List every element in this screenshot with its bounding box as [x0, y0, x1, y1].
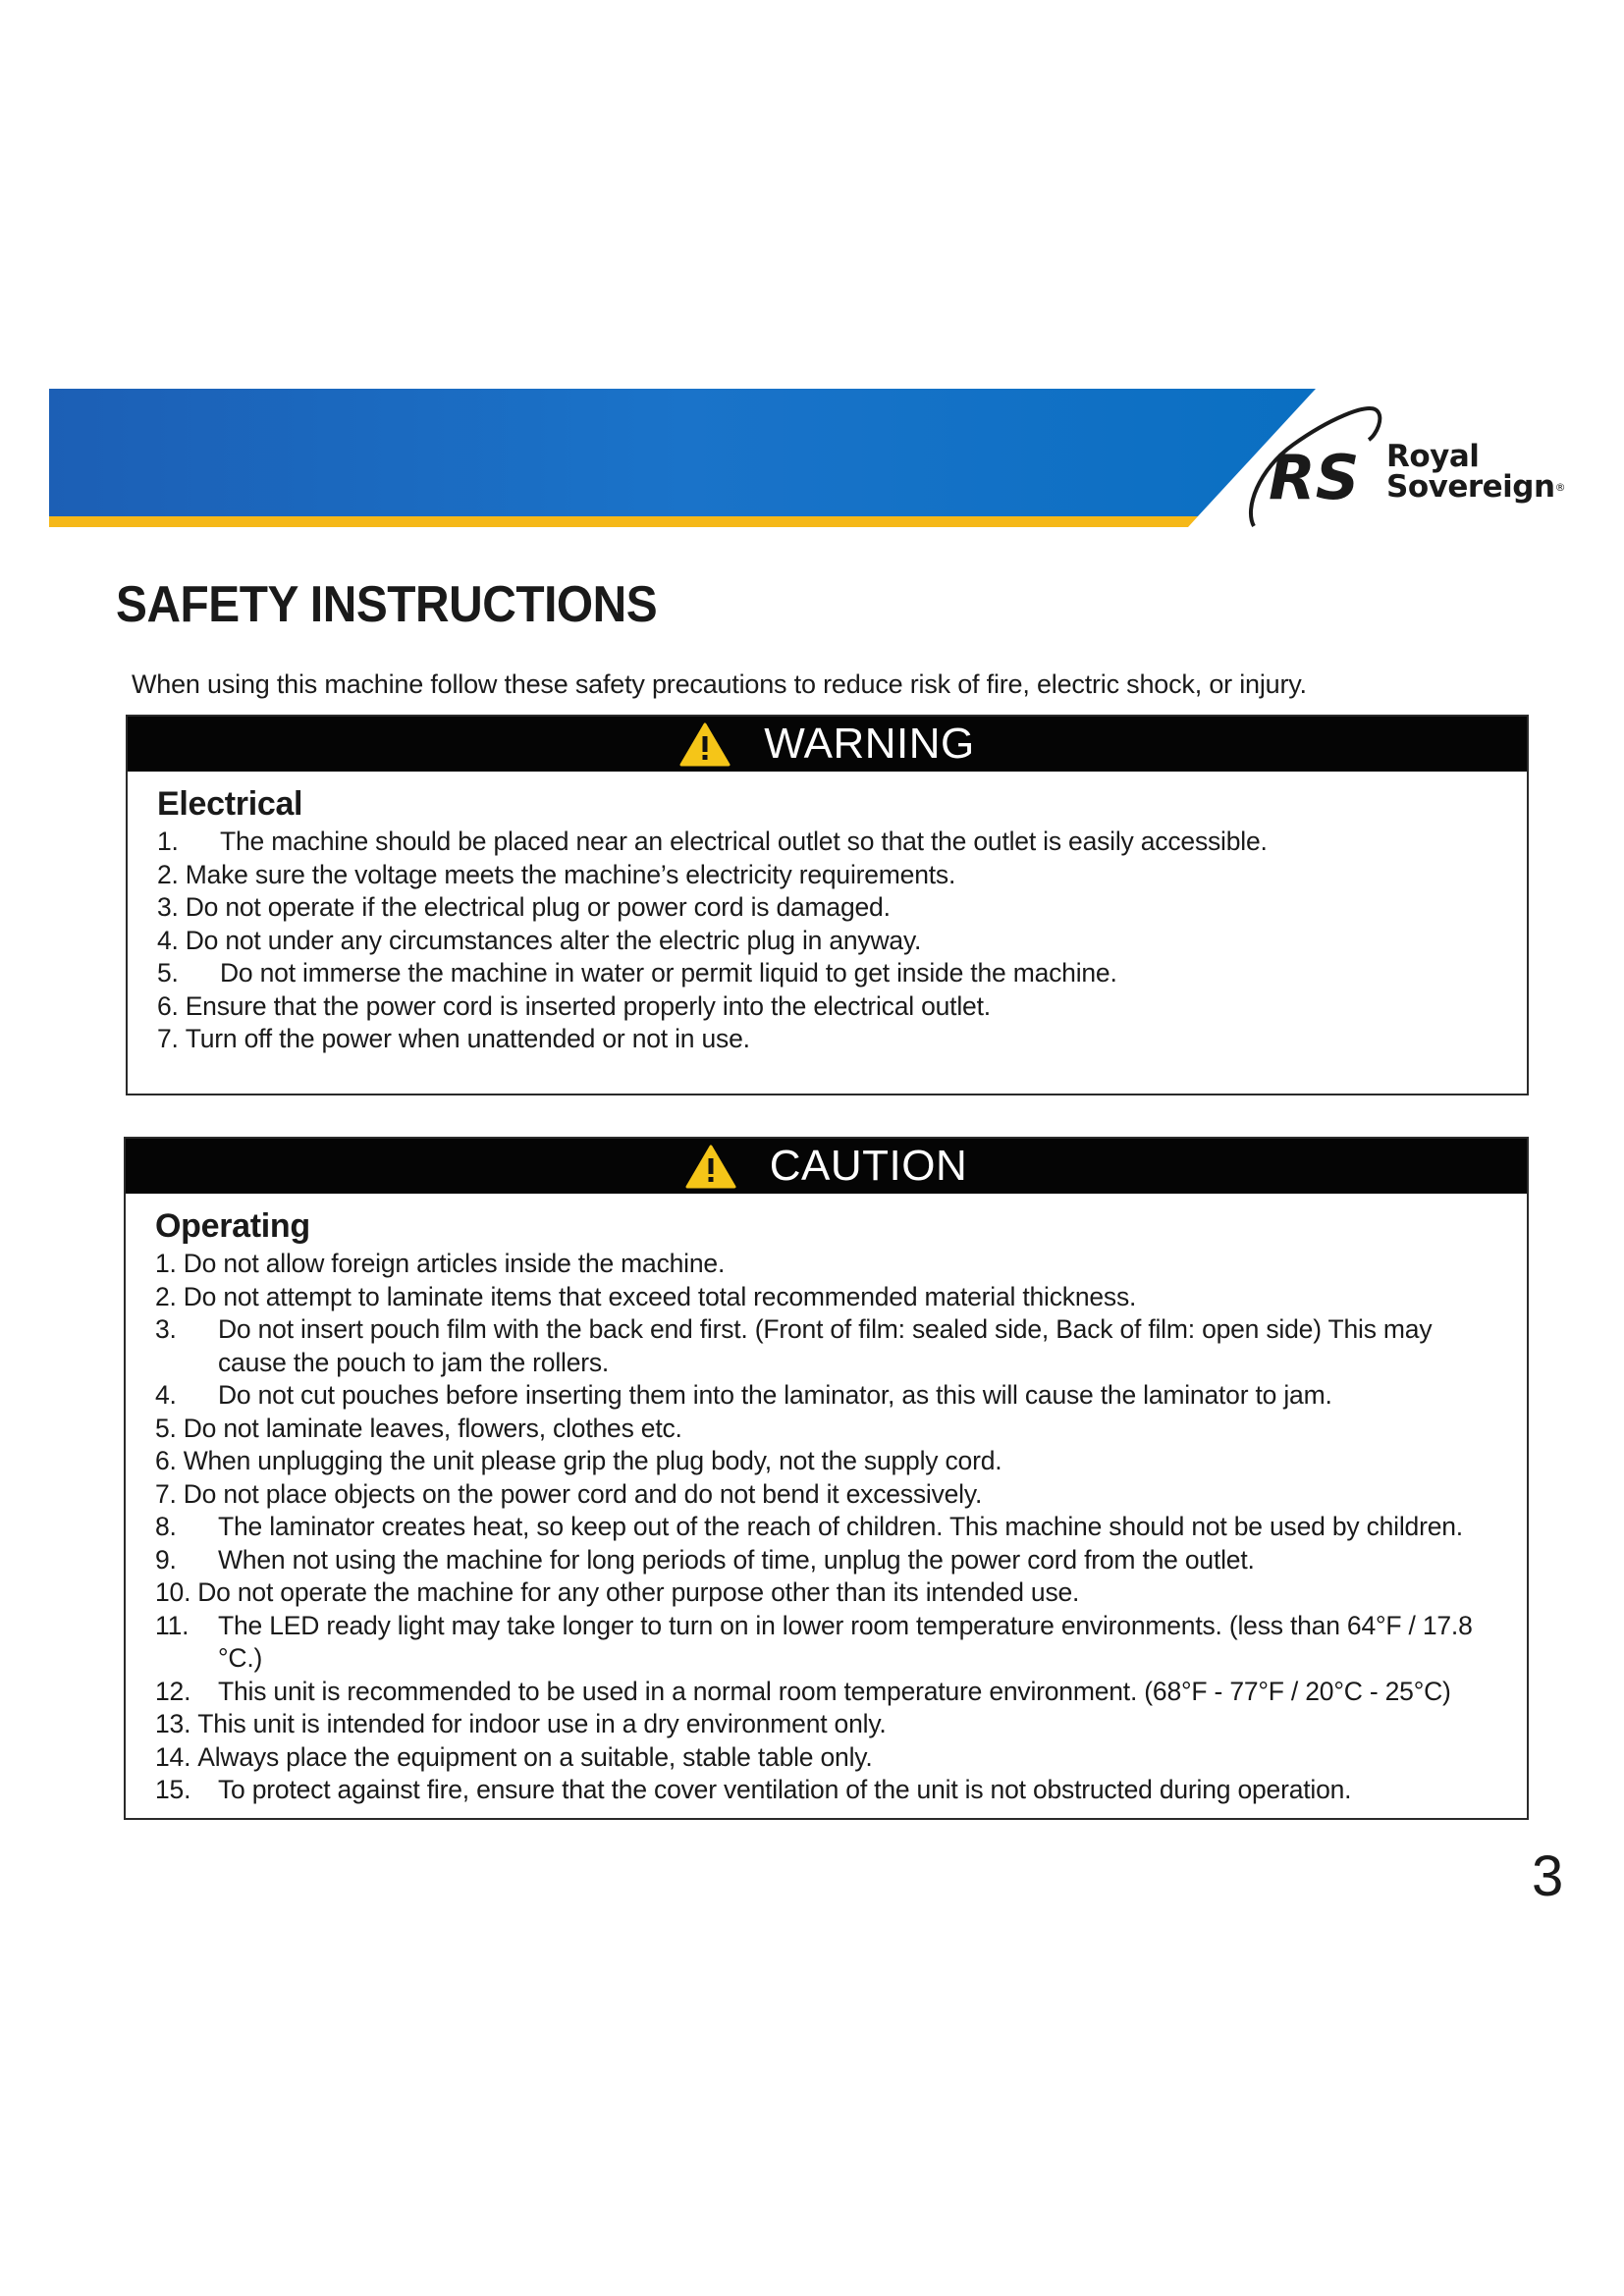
electrical-section-title: Electrical: [157, 785, 303, 823]
item-number: 1.: [157, 827, 179, 856]
list-item: [155, 1676, 1527, 1709]
item-text: This unit is recommended to be used in a normal room temperature environment. (68°F - 77°F / 20°C - 25°C): [218, 1676, 1451, 1706]
item-number: 7.: [155, 1478, 177, 1509]
list-item: [155, 1413, 1527, 1446]
list-item: [155, 1576, 1527, 1610]
item-text: To protect against fire, ensure that the cover ventilation of the unit is not obstructed during operation.: [218, 1775, 1352, 1804]
warning-heading: WARNING: [764, 720, 975, 768]
caution-box: [124, 1137, 1529, 1820]
list-item: [155, 1445, 1527, 1478]
item-number: 5.: [157, 958, 179, 988]
brand-name: [1386, 439, 1566, 505]
item-text: Do not insert pouch film with the back end first. (Front of film: sealed side, Back of film: open side) This may cause the pouch to jam the rollers.: [218, 1314, 1433, 1377]
list-item: [155, 1379, 1527, 1413]
item-number: 2.: [155, 1281, 177, 1311]
item-text: Do not allow foreign articles inside the machine.: [183, 1249, 726, 1278]
caution-heading: CAUTION: [769, 1142, 968, 1190]
item-number: 6.: [155, 1446, 177, 1475]
item-number: 8.: [155, 1512, 177, 1541]
list-item: [157, 925, 1527, 958]
item-number: 6.: [157, 990, 179, 1021]
item-text: Ensure that the power cord is inserted properly into the electrical outlet.: [185, 990, 991, 1021]
item-number: 13.: [155, 1709, 191, 1738]
item-number: 7.: [157, 1024, 179, 1053]
warning-box: [126, 715, 1529, 1095]
item-number: 15.: [155, 1775, 191, 1804]
item-number: 12.: [155, 1676, 191, 1706]
item-text: Do not cut pouches before inserting them into the laminator, as this will cause the laminator to jam.: [218, 1380, 1332, 1410]
item-text: The laminator creates heat, so keep out of the reach of children. This machine should not be used by children.: [218, 1512, 1463, 1541]
warning-triangle-icon: [685, 1144, 736, 1189]
list-item: [157, 990, 1527, 1024]
list-item: [157, 1023, 1527, 1056]
item-number: 11.: [155, 1610, 189, 1640]
item-number: 10.: [155, 1577, 191, 1607]
list-item: [155, 1511, 1527, 1544]
item-text: Turn off the power when unattended or not in use.: [185, 1024, 750, 1053]
item-text: Do not immerse the machine in water or permit liquid to get inside the machine.: [220, 958, 1117, 988]
item-text: Make sure the voltage meets the machine’s electricity requirements.: [185, 859, 956, 889]
item-number: 5.: [155, 1413, 177, 1443]
caution-header: [126, 1139, 1527, 1194]
item-number: 3.: [155, 1314, 177, 1344]
warning-header: [128, 717, 1527, 772]
list-item: [155, 1478, 1527, 1512]
list-item: [155, 1544, 1527, 1577]
item-text: The LED ready light may take longer to turn on in lower room temperature environments. (less than 64°F / 17.8 °C.): [218, 1610, 1473, 1673]
item-text: Do not laminate leaves, flowers, clothes etc.: [183, 1413, 682, 1443]
item-number: 4.: [157, 925, 179, 955]
item-number: 14.: [155, 1741, 191, 1772]
list-item: [157, 891, 1527, 925]
item-text: This unit is intended for indoor use in a dry environment only.: [197, 1709, 887, 1738]
list-item: [155, 1248, 1527, 1281]
item-text: When not using the machine for long periods of time, unplug the power cord from the outlet.: [218, 1544, 1255, 1575]
item-text: Do not attempt to laminate items that exceed total recommended material thickness.: [183, 1281, 1137, 1311]
item-text: Do not operate the machine for any other purpose other than its intended use.: [197, 1577, 1080, 1607]
brand-swoosh-icon: [1239, 400, 1386, 528]
warning-triangle-icon: [679, 721, 731, 767]
item-text: Always place the equipment on a suitable, stable table only.: [197, 1741, 873, 1772]
item-number: 4.: [155, 1380, 177, 1410]
item-number: 3.: [157, 892, 179, 922]
operating-list: [126, 1248, 1527, 1807]
list-item: [155, 1741, 1527, 1775]
list-item: [155, 1313, 1527, 1379]
item-number: 2.: [157, 859, 179, 889]
page-number: 3: [1532, 1844, 1564, 1908]
list-item: [155, 1708, 1527, 1741]
item-text: Do not operate if the electrical plug or power cord is damaged.: [185, 892, 891, 922]
brand-logo: [1239, 400, 1593, 528]
header-banner: [49, 389, 1316, 529]
list-item: [155, 1774, 1527, 1807]
intro-text: When using this machine follow these safety precautions to reduce risk of fire, electric shock, or injury.: [132, 669, 1307, 699]
list-item: [157, 859, 1527, 892]
list-item: [155, 1610, 1527, 1676]
brand-monogram: RS: [1269, 442, 1360, 513]
item-text: When unplugging the unit please grip the plug body, not the supply cord.: [183, 1446, 1002, 1475]
item-text: The machine should be placed near an electrical outlet so that the outlet is easily accessible.: [220, 827, 1268, 856]
item-text: Do not place objects on the power cord and do not bend it excessively.: [183, 1478, 983, 1509]
electrical-list: [128, 826, 1527, 1056]
item-number: 9.: [155, 1544, 177, 1575]
list-item: [157, 826, 1527, 859]
list-item: [157, 957, 1527, 990]
brand-name-line2: Sovereign: [1386, 469, 1555, 505]
item-text: Do not under any circumstances alter the electric plug in anyway.: [185, 925, 922, 955]
item-number: 1.: [155, 1249, 177, 1278]
page-title: SAFETY INSTRUCTIONS: [116, 576, 658, 633]
registered-mark: ®: [1554, 481, 1566, 494]
list-item: [155, 1281, 1527, 1314]
operating-section-title: Operating: [155, 1207, 310, 1245]
brand-name-line1: Royal: [1386, 439, 1480, 474]
